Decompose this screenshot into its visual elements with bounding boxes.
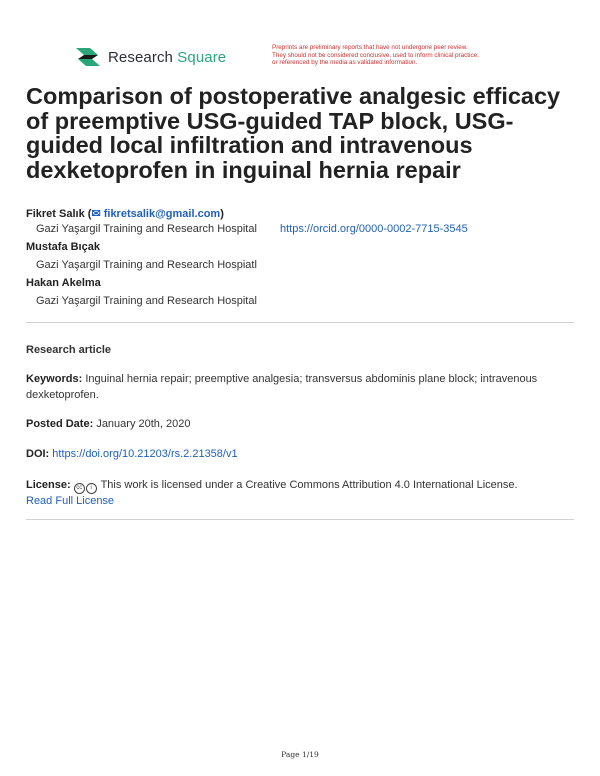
research-square-logo-icon <box>74 46 102 68</box>
author-affiliation: Gazi Yaşargil Training and Research Hospital <box>36 223 257 235</box>
author-name: Hakan Akelma <box>26 277 101 289</box>
posted-label: Posted Date: <box>26 418 94 430</box>
research-square-logo[interactable] <box>74 46 226 68</box>
page-number: Page 1/19 <box>281 750 319 759</box>
disclaimer-line: They should not be considered conclusive, used to inform clinical practice, <box>272 51 479 59</box>
email-icon: ✉ <box>91 208 101 220</box>
disclaimer-line: Preprints are preliminary reports that have not undergone peer review. <box>272 44 468 51</box>
preprint-disclaimer <box>272 44 572 67</box>
author-affiliation: Gazi Yaşargil Training and Research Hospiatl <box>36 259 257 271</box>
author-affiliation: Gazi Yaşargil Training and Research Hospital <box>36 295 257 307</box>
license-label: License: <box>26 479 71 491</box>
attribution-icon: i <box>86 483 97 494</box>
doi-label: DOI: <box>26 448 50 460</box>
posted-value: January 20th, 2020 <box>96 418 191 430</box>
doi-link[interactable]: https://doi.org/10.21203/rs.2.21358/v1 <box>52 448 238 460</box>
keywords <box>26 372 574 403</box>
article-type: Research article <box>26 344 111 356</box>
keywords-label: Keywords: <box>26 373 83 385</box>
keywords-text: Inguinal hernia repair; preemptive analgesia; transversus abdominis plane block; intravenous dexketoprofen. <box>26 373 538 401</box>
read-full-license-link[interactable]: Read Full License <box>26 495 115 507</box>
disclaimer-line: or referenced by the media as validated information. <box>272 59 418 67</box>
author-email-link[interactable]: fikretsalik@gmail.com <box>103 208 221 220</box>
author-name: Mustafa Bıçak <box>26 241 100 253</box>
author-name: Fikret Salık (✉ fikretsalik@gmail.com) <box>26 208 224 220</box>
doi <box>26 447 574 463</box>
license <box>26 478 574 510</box>
paper-title: Comparison of postoperative analgesic efficacy of preemptive USG-guided TAP block, USG-guided local infiltration and intravenous dexketoprofen in inguinal hernia repair <box>26 83 561 183</box>
license-text: This work is licensed under a Creative Commons Attribution 4.0 International License. <box>100 479 518 491</box>
divider <box>26 519 574 520</box>
divider <box>26 322 574 323</box>
orcid-link[interactable]: https://orcid.org/0000-0002-7715-3545 <box>280 223 468 235</box>
cc-icon: cc <box>74 483 85 494</box>
posted-date <box>26 417 574 433</box>
logo-wordmark: Research Square <box>108 48 227 66</box>
